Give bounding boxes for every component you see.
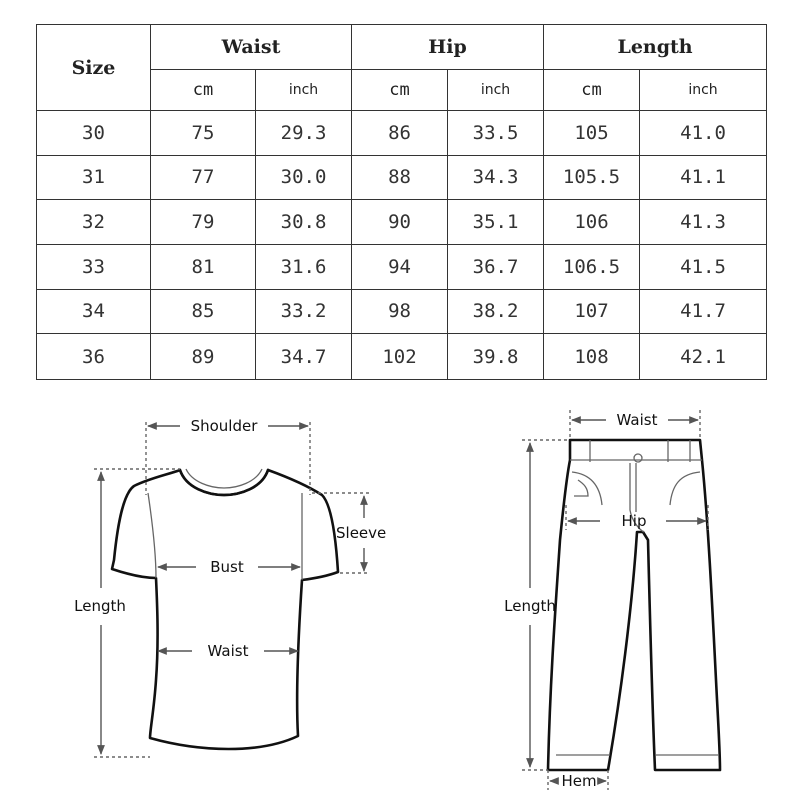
hip-label: Hip — [621, 512, 647, 530]
table-row — [37, 334, 767, 380]
table-cell: 106 — [544, 200, 640, 245]
table-cell: 79 — [151, 200, 256, 245]
table-cell: 107 — [544, 289, 640, 334]
table-cell: 106.5 — [544, 244, 640, 289]
table-row — [37, 244, 767, 289]
table-cell: 108 — [544, 334, 640, 380]
table-cell: 41.0 — [640, 111, 767, 156]
waist-header: Waist — [151, 25, 352, 70]
table-row — [37, 111, 767, 156]
table-cell: 38.2 — [448, 289, 544, 334]
tshirt-outline — [112, 470, 338, 749]
pants-pocket — [670, 472, 700, 505]
unit-header: cm — [151, 70, 256, 111]
table-cell: 89 — [151, 334, 256, 380]
shoulder-label: Shoulder — [190, 417, 258, 435]
tshirt-collar-inner — [186, 469, 262, 488]
size-cell: 31 — [37, 155, 151, 200]
tshirt-diagram — [74, 417, 386, 757]
table-cell: 31.6 — [256, 244, 352, 289]
unit-header: inch — [448, 70, 544, 111]
measurement-diagrams — [0, 390, 800, 800]
table-cell: 33.2 — [256, 289, 352, 334]
pants-button — [634, 454, 642, 462]
size-cell: 34 — [37, 289, 151, 334]
table-cell: 41.1 — [640, 155, 767, 200]
table-cell: 90 — [352, 200, 448, 245]
table-cell: 88 — [352, 155, 448, 200]
unit-header: inch — [640, 70, 767, 111]
table-cell: 86 — [352, 111, 448, 156]
shirt-waist-label: Waist — [207, 642, 249, 660]
size-cell: 30 — [37, 111, 151, 156]
table-cell: 29.3 — [256, 111, 352, 156]
table-cell: 30.8 — [256, 200, 352, 245]
table-cell: 94 — [352, 244, 448, 289]
unit-header: cm — [352, 70, 448, 111]
table-row — [37, 289, 767, 334]
size-cell: 32 — [37, 200, 151, 245]
length-header: Length — [544, 25, 767, 70]
table-cell: 102 — [352, 334, 448, 380]
sleeve-label: Sleeve — [336, 524, 387, 542]
table-cell: 34.3 — [448, 155, 544, 200]
pants-diagram — [504, 410, 720, 790]
table-cell: 41.3 — [640, 200, 767, 245]
size-cell: 33 — [37, 244, 151, 289]
table-cell: 81 — [151, 244, 256, 289]
table-cell: 41.7 — [640, 289, 767, 334]
table-cell: 33.5 — [448, 111, 544, 156]
table-cell: 41.5 — [640, 244, 767, 289]
shirt-length-label: Length — [74, 597, 126, 615]
table-cell: 35.1 — [448, 200, 544, 245]
table-cell: 98 — [352, 289, 448, 334]
pants-waist-label: Waist — [616, 411, 658, 429]
table-cell: 75 — [151, 111, 256, 156]
tshirt-collar — [180, 470, 268, 495]
table-cell: 105 — [544, 111, 640, 156]
size-cell: 36 — [37, 334, 151, 380]
table-cell: 39.8 — [448, 334, 544, 380]
pants-coin-pocket — [574, 480, 588, 496]
table-row — [37, 155, 767, 200]
pants-belt-loops — [590, 440, 690, 462]
pants-length-label: Length — [504, 597, 556, 615]
table-cell: 34.7 — [256, 334, 352, 380]
table-cell: 42.1 — [640, 334, 767, 380]
tshirt-seam — [148, 493, 156, 578]
table-row — [37, 200, 767, 245]
size-header: Size — [37, 25, 151, 111]
hip-header: Hip — [352, 25, 544, 70]
table-cell: 105.5 — [544, 155, 640, 200]
size-chart-table — [36, 24, 767, 380]
hem-label: Hem — [561, 772, 597, 790]
pants-outline — [548, 440, 720, 770]
unit-header: cm — [544, 70, 640, 111]
table-cell: 85 — [151, 289, 256, 334]
unit-header: inch — [256, 70, 352, 111]
table-cell: 30.0 — [256, 155, 352, 200]
table-cell: 77 — [151, 155, 256, 200]
table-cell: 36.7 — [448, 244, 544, 289]
bust-label: Bust — [210, 558, 244, 576]
